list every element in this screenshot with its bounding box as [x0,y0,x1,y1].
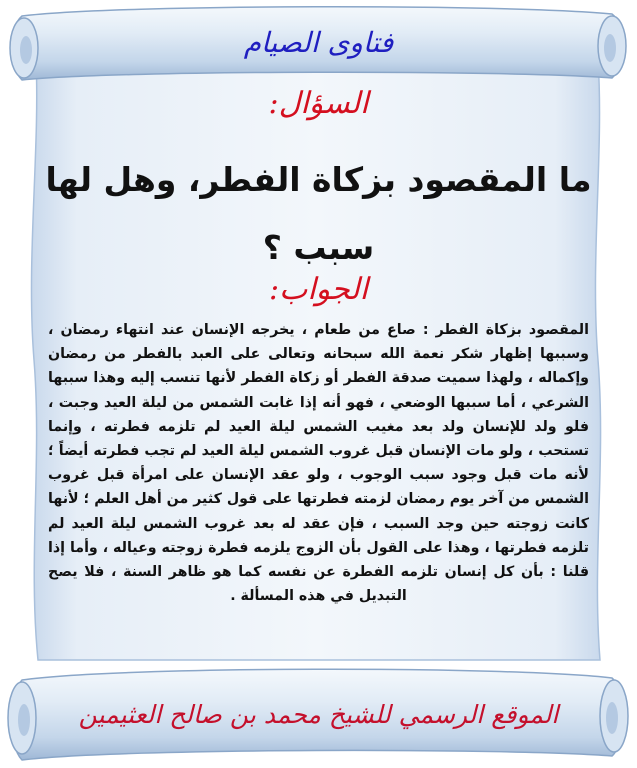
question-label: السؤال: [268,86,369,121]
footer-source: الموقع الرسمي للشيخ محمد بن صالح العثيمين [78,700,559,729]
question-text: ما المقصود بزكاة الفطر، وهل لها سبب ؟ [45,160,592,267]
answer-label: الجواب: [268,272,369,307]
page-title: فتاوى الصيام [243,26,394,59]
answer-text: المقصود بزكاة الفطر : صاع من طعام ، يخرجه الإنسان عند انتهاء رمضان ، وسببها إظهار شكر نعمة الله سبحانه وتعالى على العبد بالفطر من رمضان وإكماله ، ولهذا سميت صدقة الفطر أو زكاة الفطر لأنها تنسب إليه وهذا سببها الشرعي ، أما سببها الوضعي ، فهو أنه إذا غابت الشمس من ليلة العيد وجبت ، فلو ولد للإنسان ولد بعد مغيب الشمس ليلة العيد لم تلزمه فطرته ، وإنما تستحب ، ولو مات الإنسان قبل غروب الشمس ليلة العيد لم تجب فطرته أيضاً ؛ لأنه مات قبل وجود سبب الوجوب ، ولو عقد الإنسان على امرأة قبل غروب الشمس من آخر يوم رمضان لزمته فطرتها على قول كثير من أهل العلم ؛ لأنها كانت زوجته حين وجد السبب ، فإن عقد له بعد غروب الشمس ليلة العيد لم تلزمه فطرتها ، وهذا على القول بأن الزوج يلزمه فطرة زوجته وعياله ، وأما إذا قلنا : بأن كل إنسان تلزمه الفطرة عن نفسه كما هو ظاهر السنة ، فلا يصح التبديل في هذه المسألة . [48,322,589,605]
